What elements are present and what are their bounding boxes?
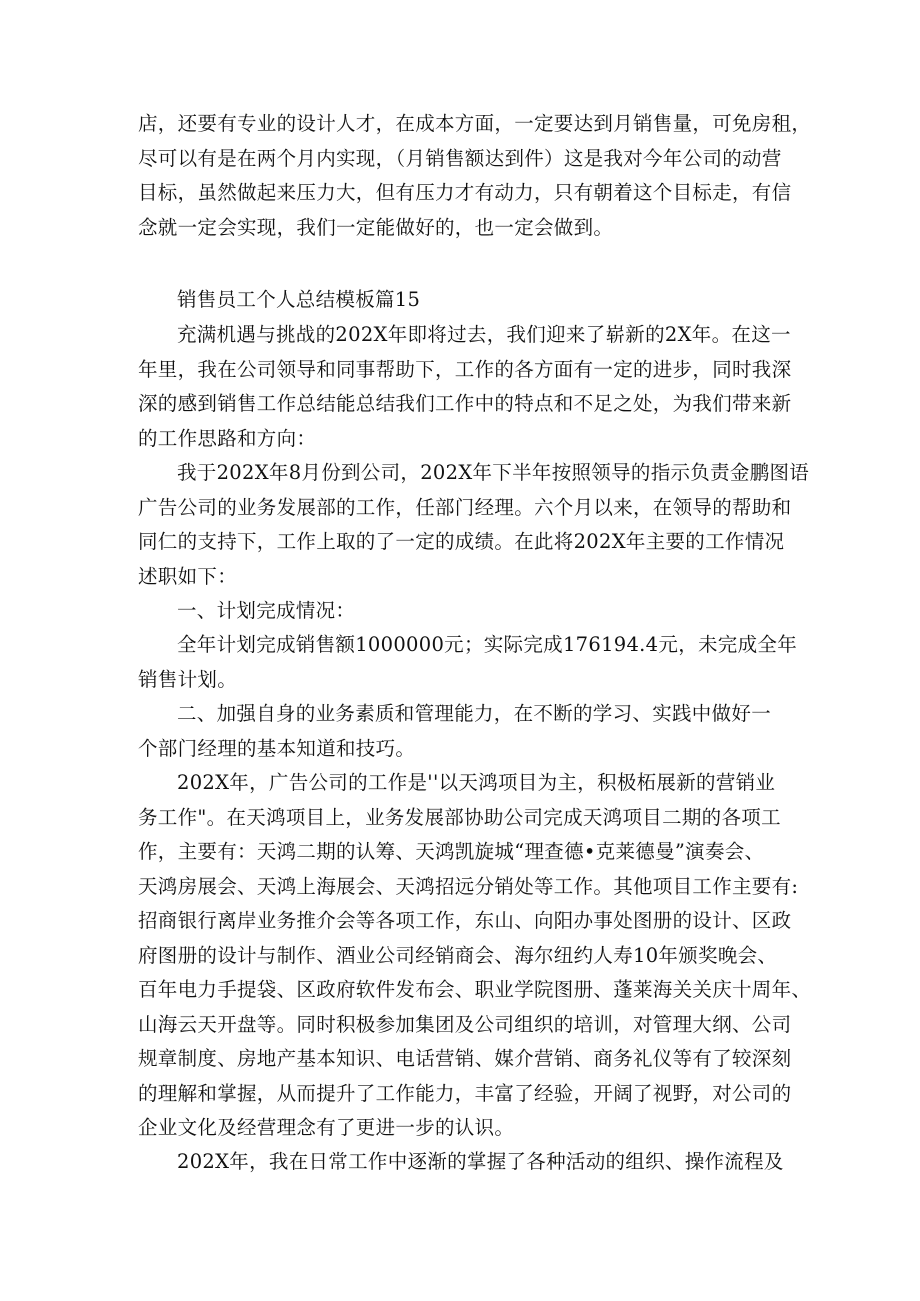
text-line: 务工作"。在天鸿项目上，业务发展部协助公司完成天鸿项目二期的各项工 xyxy=(138,805,781,829)
text-line: 的理解和掌握，从而提升了工作能力，丰富了经验，开阔了视野，对公司的 xyxy=(138,1081,792,1105)
text-line: 全年计划完成销售额1000000元；实际完成176194.4元，未完成全年 xyxy=(177,633,797,656)
text-line: 我于202X年8月份到公司，202X年下半年按照领导的指示负责金鹏图语 xyxy=(177,461,810,484)
text-line: 店，还要有专业的设计人才，在成本方面，一定要达到月销售量，可免房租， xyxy=(138,112,812,135)
text-line: 规章制度、房地产基本知识、电话营销、媒介营销、商务礼仪等有了较深刻 xyxy=(138,1047,792,1070)
text-line: 述职如下： xyxy=(138,564,238,588)
subheading-skills xyxy=(138,697,771,766)
text-line: 天鸿房展会、天鸿上海展会、天鸿招远分销处等工作。其他项目工作主要有: xyxy=(138,874,799,898)
text-line: 年里，我在公司领导和同事帮助下，工作的各方面有一定的进步，同时我深 xyxy=(138,357,792,381)
text-line: 二、加强自身的业务素质和管理能力，在不断的学习、实践中做好一 xyxy=(177,702,772,725)
text-line: 202X年，我在日常工作中逐渐的掌握了各种活动的组织、操作流程及 xyxy=(177,1150,784,1173)
heading-text: 销售员工个人总结模板篇15 xyxy=(177,288,421,311)
text-line: 作，主要有：天鸿二期的认筹、天鸿凯旋城“理查德•克莱德曼”演奏会、 xyxy=(138,840,765,863)
paragraph-daily-work xyxy=(138,1145,784,1180)
text-line: 尽可以有是在两个月内实现，（月销售额达到件）这是我对今年公司的动营 xyxy=(138,146,782,170)
paragraph-continuation xyxy=(138,107,811,245)
subheading-plan xyxy=(177,594,355,629)
paragraph-work-details xyxy=(138,766,811,1146)
text-line: 企业文化及经营理念有了更进一步的认识。 xyxy=(138,1116,515,1139)
text-line: 山海云天开盘等。同时积极参加集团及公司组织的培训，对管理大纲、公司 xyxy=(138,1012,792,1036)
text-line: 招商银行离岸业务推介会等各项工作，东山、向阳办事处图册的设计、区政 xyxy=(138,909,792,932)
text-line: 府图册的设计与制作、酒业公司经销商会、海尔纽约人寿10年颁奖晚会、 xyxy=(138,943,778,967)
text-line: 充满机遇与挑战的202X年即将过去，我们迎来了崭新的2X年。在这一 xyxy=(177,323,791,346)
text-line: 目标，虽然做起来压力大，但有压力才有动力，只有朝着这个目标走，有信 xyxy=(138,181,792,204)
section-heading xyxy=(177,283,420,318)
text-line: 销售计划。 xyxy=(138,667,238,691)
text-line: 202X年，广告公司的工作是''以天鸿项目为主，积极柘展新的营销业 xyxy=(177,771,776,794)
text-line: 深的感到销售工作总结能总结我们工作中的特点和不足之处，为我们带来新 xyxy=(138,392,792,415)
text-line: 念就一定会实现，我们一定能做好的，也一定会做到。 xyxy=(138,215,614,239)
paragraph-intro xyxy=(138,318,791,456)
text-line: 个部门经理的基本知道和技巧。 xyxy=(138,736,416,760)
paragraph-plan-result xyxy=(138,628,797,697)
paragraph-background xyxy=(138,456,809,594)
text-line: 一、计划完成情况： xyxy=(177,599,356,622)
text-line: 百年电力手提袋、区政府软件发布会、职业学院图册、蓬莱海关关庆十周年、 xyxy=(138,978,812,1001)
text-line: 的工作思路和方向： xyxy=(138,426,317,450)
text-line: 同仁的支持下，工作上取的了一定的成绩。在此将202X年主要的工作情况 xyxy=(138,530,785,553)
text-line: 广告公司的业务发展部的工作，任部门经理。六个月以来，在领导的帮助和 xyxy=(138,495,792,519)
